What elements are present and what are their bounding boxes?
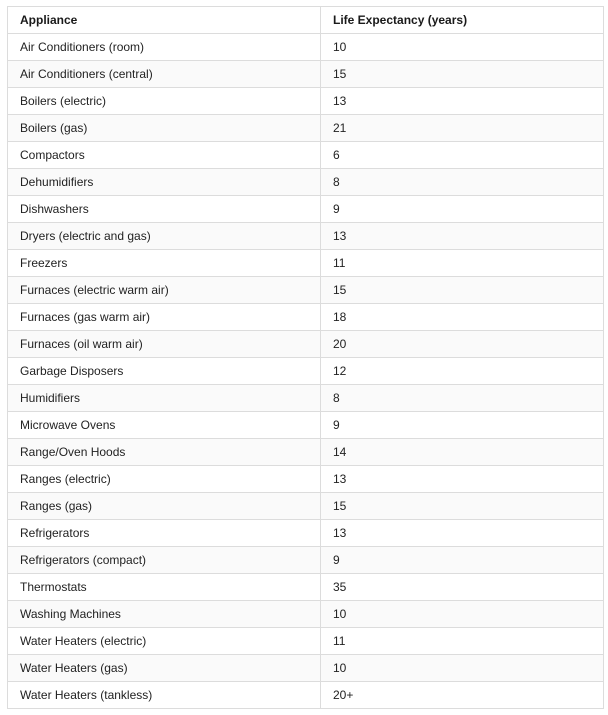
table-row bbox=[8, 655, 604, 682]
table-row bbox=[8, 601, 604, 628]
life-expectancy-cell: 21 bbox=[321, 115, 604, 142]
life-expectancy-cell: 14 bbox=[321, 439, 604, 466]
table-row bbox=[8, 682, 604, 709]
life-expectancy-cell: 35 bbox=[321, 574, 604, 601]
table-row bbox=[8, 520, 604, 547]
life-expectancy-cell: 10 bbox=[321, 655, 604, 682]
life-expectancy-cell: 11 bbox=[321, 250, 604, 277]
appliance-table-container bbox=[7, 6, 603, 709]
appliance-cell: Compactors bbox=[8, 142, 321, 169]
appliance-cell: Thermostats bbox=[8, 574, 321, 601]
life-expectancy-cell: 10 bbox=[321, 34, 604, 61]
appliance-cell: Ranges (gas) bbox=[8, 493, 321, 520]
life-expectancy-cell: 15 bbox=[321, 277, 604, 304]
table-row bbox=[8, 34, 604, 61]
appliance-cell: Humidifiers bbox=[8, 385, 321, 412]
table-row bbox=[8, 277, 604, 304]
table-row bbox=[8, 385, 604, 412]
appliance-cell: Boilers (gas) bbox=[8, 115, 321, 142]
table-row bbox=[8, 61, 604, 88]
appliance-cell: Garbage Disposers bbox=[8, 358, 321, 385]
appliance-cell: Washing Machines bbox=[8, 601, 321, 628]
life-expectancy-cell: 13 bbox=[321, 88, 604, 115]
appliance-cell: Dishwashers bbox=[8, 196, 321, 223]
life-expectancy-cell: 9 bbox=[321, 547, 604, 574]
table-row bbox=[8, 169, 604, 196]
table-body bbox=[8, 34, 604, 709]
appliance-cell: Water Heaters (electric) bbox=[8, 628, 321, 655]
appliance-cell: Furnaces (gas warm air) bbox=[8, 304, 321, 331]
appliance-cell: Water Heaters (tankless) bbox=[8, 682, 321, 709]
appliance-cell: Range/Oven Hoods bbox=[8, 439, 321, 466]
life-expectancy-cell: 20+ bbox=[321, 682, 604, 709]
table-row bbox=[8, 412, 604, 439]
table-row bbox=[8, 88, 604, 115]
table-row bbox=[8, 358, 604, 385]
appliance-cell: Furnaces (oil warm air) bbox=[8, 331, 321, 358]
appliance-cell: Ranges (electric) bbox=[8, 466, 321, 493]
life-expectancy-cell: 6 bbox=[321, 142, 604, 169]
header-life-expectancy: Life Expectancy (years) bbox=[321, 7, 604, 34]
life-expectancy-cell: 8 bbox=[321, 169, 604, 196]
table-row bbox=[8, 250, 604, 277]
table-row bbox=[8, 439, 604, 466]
appliance-cell: Dehumidifiers bbox=[8, 169, 321, 196]
life-expectancy-cell: 15 bbox=[321, 61, 604, 88]
table-row bbox=[8, 304, 604, 331]
header-row bbox=[8, 7, 604, 34]
table-row bbox=[8, 142, 604, 169]
life-expectancy-cell: 18 bbox=[321, 304, 604, 331]
header-appliance: Appliance bbox=[8, 7, 321, 34]
life-expectancy-cell: 15 bbox=[321, 493, 604, 520]
appliance-cell: Boilers (electric) bbox=[8, 88, 321, 115]
table-row bbox=[8, 331, 604, 358]
table-row bbox=[8, 574, 604, 601]
life-expectancy-cell: 13 bbox=[321, 466, 604, 493]
appliance-cell: Air Conditioners (central) bbox=[8, 61, 321, 88]
appliance-life-expectancy-table bbox=[7, 6, 604, 709]
table-row bbox=[8, 466, 604, 493]
appliance-cell: Air Conditioners (room) bbox=[8, 34, 321, 61]
table-header bbox=[8, 7, 604, 34]
appliance-cell: Microwave Ovens bbox=[8, 412, 321, 439]
appliance-cell: Dryers (electric and gas) bbox=[8, 223, 321, 250]
life-expectancy-cell: 11 bbox=[321, 628, 604, 655]
life-expectancy-cell: 13 bbox=[321, 520, 604, 547]
appliance-cell: Furnaces (electric warm air) bbox=[8, 277, 321, 304]
appliance-cell: Water Heaters (gas) bbox=[8, 655, 321, 682]
table-row bbox=[8, 628, 604, 655]
life-expectancy-cell: 12 bbox=[321, 358, 604, 385]
life-expectancy-cell: 13 bbox=[321, 223, 604, 250]
table-row bbox=[8, 223, 604, 250]
table-row bbox=[8, 547, 604, 574]
appliance-cell: Freezers bbox=[8, 250, 321, 277]
life-expectancy-cell: 9 bbox=[321, 196, 604, 223]
appliance-cell: Refrigerators bbox=[8, 520, 321, 547]
table-row bbox=[8, 196, 604, 223]
table-row bbox=[8, 493, 604, 520]
life-expectancy-cell: 8 bbox=[321, 385, 604, 412]
life-expectancy-cell: 9 bbox=[321, 412, 604, 439]
appliance-cell: Refrigerators (compact) bbox=[8, 547, 321, 574]
life-expectancy-cell: 20 bbox=[321, 331, 604, 358]
life-expectancy-cell: 10 bbox=[321, 601, 604, 628]
table-row bbox=[8, 115, 604, 142]
